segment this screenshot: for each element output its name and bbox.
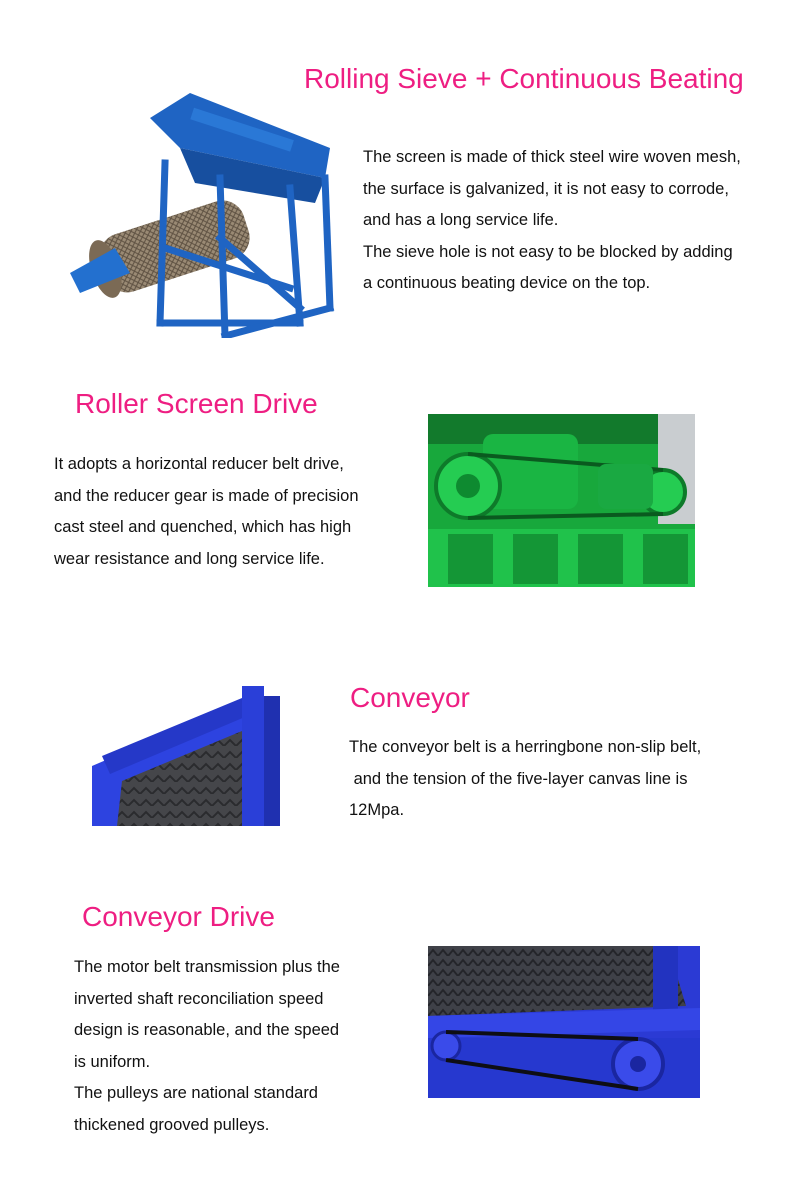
text-line: and the tension of the five-layer canvas line is <box>349 769 688 788</box>
text-line: cast steel and quenched, which has high <box>54 518 352 536</box>
text-line: and the reducer gear is made of precision <box>54 486 359 505</box>
text-line: The conveyor belt is a herringbone non-slip belt, <box>349 738 702 756</box>
text-line: The pulleys are national standard <box>74 1084 318 1102</box>
rolling-sieve-photo <box>60 88 340 338</box>
text-line: The sieve hole is not easy to be blocked by adding <box>363 242 733 261</box>
rolling-sieve-description <box>363 142 741 300</box>
text-line: The screen is made of thick steel wire woven mesh, <box>363 148 741 166</box>
text-line: 12Mpa. <box>349 801 405 819</box>
conveyor-drive-description <box>74 952 340 1141</box>
text-line: design is reasonable, and the speed <box>74 1021 340 1039</box>
text-line: is uniform. <box>74 1052 151 1071</box>
roller-screen-drive-description <box>54 449 359 575</box>
roller-screen-drive-photo <box>428 414 695 587</box>
text-line: and has a long service life. <box>363 211 559 229</box>
section-title-conveyor-drive: Conveyor Drive <box>82 901 275 932</box>
section-title-roller-screen-drive: Roller Screen Drive <box>75 388 318 419</box>
text-line: thickened grooved pulleys. <box>74 1115 270 1134</box>
text-line: It adopts a horizontal reducer belt drive, <box>54 455 344 473</box>
text-line: The motor belt transmission plus the <box>74 958 340 976</box>
section-title-conveyor: Conveyor <box>350 682 470 713</box>
conveyor-drive-photo <box>428 946 700 1098</box>
section-title-rolling-sieve: Rolling Sieve + Continuous Beating <box>304 63 744 94</box>
conveyor-description <box>349 732 701 827</box>
text-line: a continuous beating device on the top. <box>363 274 651 292</box>
text-line: inverted shaft reconciliation speed <box>74 989 324 1008</box>
conveyor-photo <box>92 686 280 826</box>
text-line: wear resistance and long service life. <box>54 549 325 568</box>
text-line: the surface is galvanized, it is not easy to corrode, <box>363 179 729 198</box>
